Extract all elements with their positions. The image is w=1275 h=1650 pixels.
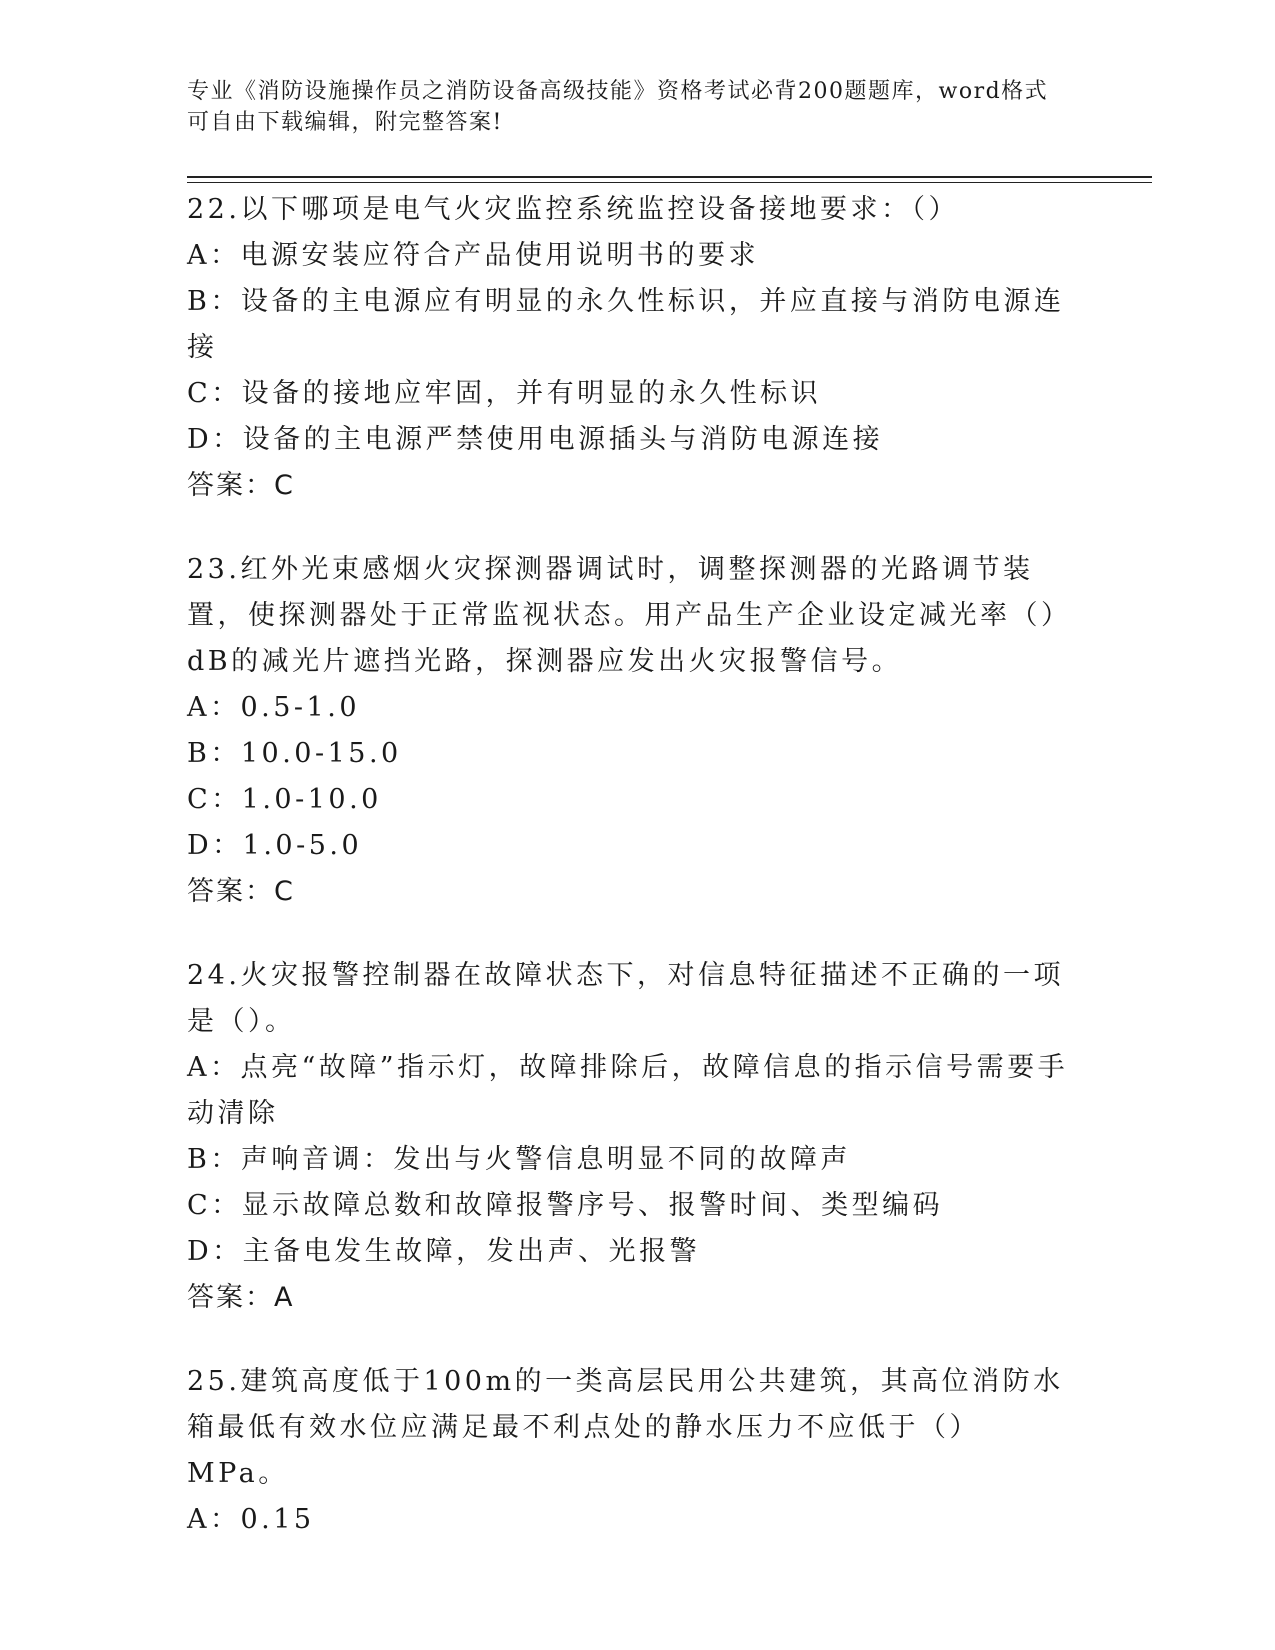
option-c: C：设备的接地应牢固，并有明显的永久性标识	[187, 378, 822, 409]
answer-line: 答案：A	[187, 1282, 295, 1313]
question-stem: 23.红外光束感烟火灾探测器调试时，调整探测器的光路调节装置，使探测器处于正常监视状态。用产品生产企业设定减光率（）dB的减光片遮挡光路，探测器应发出火灾报警信号。	[187, 554, 1072, 677]
option-a: A：电源安装应符合产品使用说明书的要求	[187, 240, 759, 271]
option-a: A：点亮“故障”指示灯，故障排除后，故障信息的指示信号需要手动清除	[187, 1052, 1069, 1129]
question-stem: 25.建筑高度低于100m的一类高层民用公共建筑，其高位消防水箱最低有效水位应满足最不利点处的静水压力不应低于（）MPa。	[187, 1366, 1064, 1489]
option-d: D：设备的主电源严禁使用电源插头与消防电源连接	[187, 424, 884, 455]
question-25	[187, 1359, 1077, 1543]
option-c: C：1.0-10.0	[187, 784, 382, 815]
option-b: B：声响音调：发出与火警信息明显不同的故障声	[187, 1144, 851, 1175]
question-23	[187, 547, 1077, 915]
question-24	[187, 953, 1077, 1321]
option-d: D：主备电发生故障，发出声、光报警	[187, 1236, 701, 1267]
question-stem: 22.以下哪项是电气火灾监控系统监控设备接地要求：（）	[187, 194, 959, 225]
header-rule-thin	[187, 182, 1152, 183]
question-22	[187, 187, 1077, 509]
option-b: B：设备的主电源应有明显的永久性标识，并应直接与消防电源连接	[187, 286, 1065, 363]
header-rule-thick	[187, 176, 1152, 178]
option-a: A：0.5-1.0	[187, 692, 360, 723]
answer-line: 答案：C	[187, 470, 295, 501]
answer-line: 答案：C	[187, 876, 295, 907]
document-header: 专业《消防设施操作员之消防设备高级技能》资格考试必背200题题库，word格式可自由下载编辑，附完整答案!	[187, 79, 1049, 135]
option-a: A：0.15	[187, 1504, 315, 1535]
option-b: B：10.0-15.0	[187, 738, 402, 769]
question-stem: 24.火灾报警控制器在故障状态下，对信息特征描述不正确的一项是（）。	[187, 960, 1064, 1037]
question-list	[187, 187, 1077, 1581]
option-c: C：显示故障总数和故障报警序号、报警时间、类型编码	[187, 1190, 944, 1221]
option-d: D：1.0-5.0	[187, 830, 363, 861]
